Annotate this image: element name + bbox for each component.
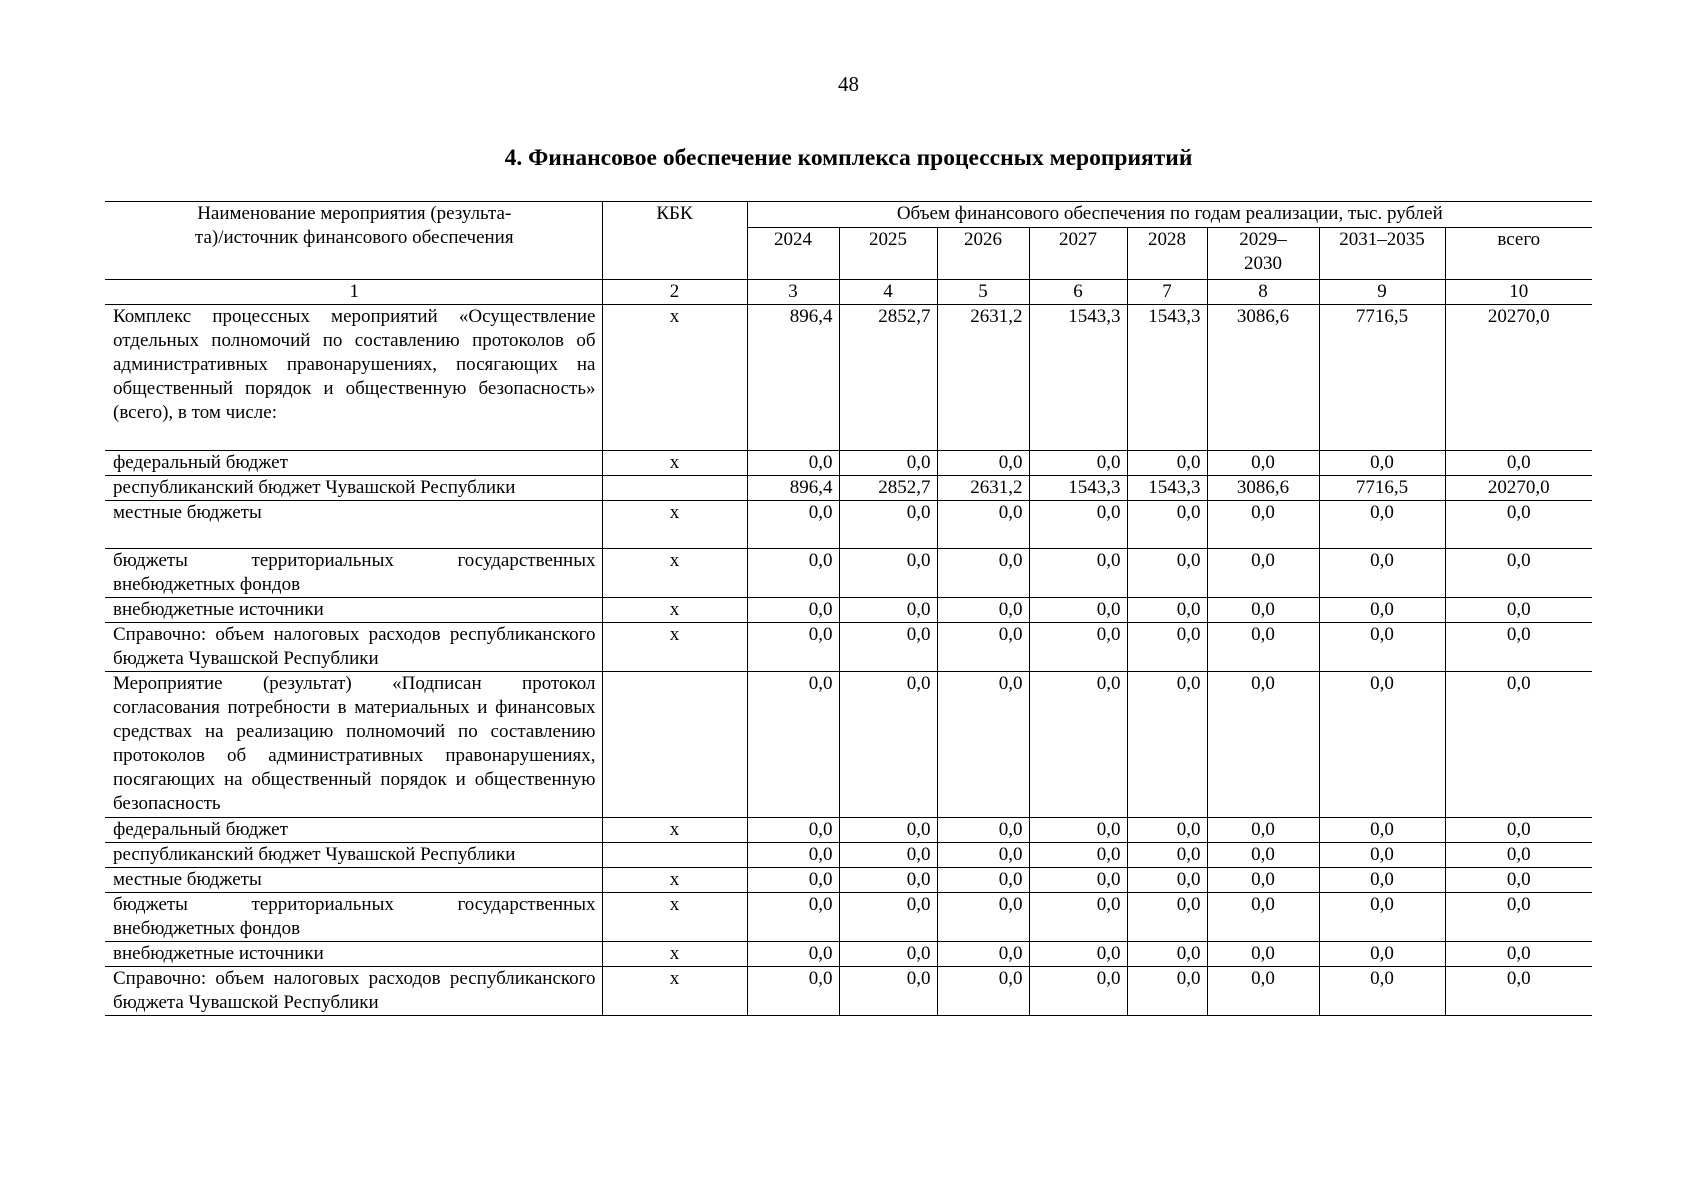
- row-value: 0,0: [1445, 942, 1592, 967]
- header-year: 2027: [1029, 228, 1127, 280]
- row-value: 0,0: [1319, 549, 1445, 598]
- row-value: 0,0: [839, 868, 937, 893]
- row-value: 0,0: [1319, 967, 1445, 1016]
- row-value: 896,4: [747, 476, 839, 501]
- row-value: 0,0: [1207, 843, 1319, 868]
- row-value: 0,0: [1445, 843, 1592, 868]
- row-name: федеральный бюджет: [105, 818, 602, 843]
- table-row: [105, 598, 1592, 623]
- row-value: 0,0: [1207, 967, 1319, 1016]
- row-value: 0,0: [937, 868, 1029, 893]
- table-row: [105, 818, 1592, 843]
- row-name: местные бюджеты: [105, 501, 602, 549]
- table-header: [105, 202, 1592, 305]
- row-value: 0,0: [1445, 598, 1592, 623]
- row-value: 7716,5: [1319, 476, 1445, 501]
- row-value: 0,0: [1029, 942, 1127, 967]
- header-year: 2024: [747, 228, 839, 280]
- row-value: 1543,3: [1127, 305, 1207, 451]
- header-name-line1: Наименование мероприятия (результа-: [197, 203, 512, 224]
- row-value: 0,0: [1127, 818, 1207, 843]
- row-kbk: х: [602, 967, 747, 1016]
- table-row: [105, 451, 1592, 476]
- row-value: 0,0: [1029, 451, 1127, 476]
- row-value: 0,0: [839, 623, 937, 672]
- row-value: 20270,0: [1445, 305, 1592, 451]
- table-row: [105, 868, 1592, 893]
- row-value: 0,0: [1127, 942, 1207, 967]
- row-name: Комплекс процессных мероприятий «Осуществление отдельных полномочий по составлению протоколов об административных правонарушениях, посягающих на общественный порядок и общественную безопасность» (всего), в том числе:: [105, 305, 602, 451]
- row-value: 0,0: [937, 893, 1029, 942]
- row-value: 0,0: [1207, 501, 1319, 549]
- row-value: 0,0: [839, 672, 937, 818]
- column-number: 9: [1319, 280, 1445, 305]
- table-row: [105, 893, 1592, 942]
- row-value: 0,0: [1029, 549, 1127, 598]
- row-value: 3086,6: [1207, 476, 1319, 501]
- header-name-column: [105, 202, 602, 280]
- row-value: 0,0: [1319, 843, 1445, 868]
- row-value: 0,0: [1029, 501, 1127, 549]
- row-value: 0,0: [937, 672, 1029, 818]
- row-value: 0,0: [1127, 549, 1207, 598]
- row-value: 0,0: [1127, 893, 1207, 942]
- row-value: 0,0: [747, 451, 839, 476]
- row-value: 896,4: [747, 305, 839, 451]
- column-number: 8: [1207, 280, 1319, 305]
- header-kbk: КБК: [602, 202, 747, 280]
- row-kbk: [602, 843, 747, 868]
- row-value: 0,0: [747, 893, 839, 942]
- row-value: 3086,6: [1207, 305, 1319, 451]
- row-value: 0,0: [1445, 868, 1592, 893]
- row-value: 0,0: [937, 501, 1029, 549]
- row-kbk: х: [602, 451, 747, 476]
- row-value: 0,0: [747, 549, 839, 598]
- row-value: 2852,7: [839, 305, 937, 451]
- row-value: 0,0: [1207, 451, 1319, 476]
- section-title: 4. Финансовое обеспечение комплекса процессных мероприятий: [504, 145, 1193, 171]
- row-value: 0,0: [1207, 818, 1319, 843]
- row-value: 0,0: [1445, 818, 1592, 843]
- column-number: 2: [602, 280, 747, 305]
- row-value: 0,0: [1319, 868, 1445, 893]
- row-name: бюджеты территориальных государственных внебюджетных фондов: [105, 549, 602, 598]
- row-value: 0,0: [839, 942, 937, 967]
- row-value: 0,0: [1127, 501, 1207, 549]
- row-value: 0,0: [1445, 672, 1592, 818]
- row-kbk: х: [602, 893, 747, 942]
- row-value: 0,0: [1207, 893, 1319, 942]
- table-row: [105, 623, 1592, 672]
- row-name: внебюджетные источники: [105, 942, 602, 967]
- row-value: 20270,0: [1445, 476, 1592, 501]
- row-value: 0,0: [839, 549, 937, 598]
- row-value: 0,0: [1207, 549, 1319, 598]
- row-value: 1543,3: [1127, 476, 1207, 501]
- header-name-line2: та)/источник финансового обеспечения: [194, 227, 514, 248]
- row-name: федеральный бюджет: [105, 451, 602, 476]
- financing-table: [105, 201, 1592, 1016]
- row-value: 0,0: [937, 843, 1029, 868]
- row-kbk: х: [602, 868, 747, 893]
- row-value: 0,0: [747, 501, 839, 549]
- table-row: [105, 967, 1592, 1016]
- row-kbk: х: [602, 598, 747, 623]
- table-body: [105, 305, 1592, 1016]
- row-value: 0,0: [1029, 598, 1127, 623]
- row-value: 0,0: [1029, 623, 1127, 672]
- row-value: 0,0: [1319, 623, 1445, 672]
- table-row: [105, 672, 1592, 818]
- row-value: 0,0: [1207, 672, 1319, 818]
- row-value: 0,0: [747, 967, 839, 1016]
- row-value: 0,0: [1445, 501, 1592, 549]
- row-value: 0,0: [1029, 868, 1127, 893]
- row-value: 1543,3: [1029, 476, 1127, 501]
- row-value: 0,0: [747, 843, 839, 868]
- row-name: республиканский бюджет Чувашской Республики: [105, 476, 602, 501]
- row-value: 0,0: [1319, 451, 1445, 476]
- row-value: 0,0: [1445, 623, 1592, 672]
- row-value: 0,0: [1127, 598, 1207, 623]
- row-value: 0,0: [1319, 818, 1445, 843]
- row-value: 0,0: [839, 598, 937, 623]
- row-kbk: х: [602, 501, 747, 549]
- header-year: 2026: [937, 228, 1029, 280]
- row-value: 0,0: [839, 967, 937, 1016]
- table-row: [105, 942, 1592, 967]
- row-kbk: [602, 476, 747, 501]
- row-value: 0,0: [747, 598, 839, 623]
- column-number: 1: [105, 280, 602, 305]
- row-value: 0,0: [1029, 818, 1127, 843]
- column-number: 3: [747, 280, 839, 305]
- row-value: 0,0: [1127, 623, 1207, 672]
- row-value: 0,0: [1127, 843, 1207, 868]
- table-row: [105, 305, 1592, 451]
- row-value: 0,0: [1127, 868, 1207, 893]
- header-year: 2025: [839, 228, 937, 280]
- row-value: 0,0: [1029, 967, 1127, 1016]
- header-year-range-end: 2030: [1244, 253, 1282, 274]
- row-kbk: х: [602, 305, 747, 451]
- row-value: 0,0: [937, 942, 1029, 967]
- row-value: 1543,3: [1029, 305, 1127, 451]
- row-value: 7716,5: [1319, 305, 1445, 451]
- row-value: 0,0: [1445, 893, 1592, 942]
- row-kbk: х: [602, 623, 747, 672]
- column-number: 10: [1445, 280, 1592, 305]
- row-name: Справочно: объем налоговых расходов республиканского бюджета Чувашской Республики: [105, 967, 602, 1016]
- row-value: 0,0: [1127, 451, 1207, 476]
- header-year-range-start: 2029–: [1239, 229, 1287, 250]
- row-value: 0,0: [839, 843, 937, 868]
- table-row: [105, 549, 1592, 598]
- column-number: 7: [1127, 280, 1207, 305]
- row-value: 0,0: [937, 967, 1029, 1016]
- table-row: [105, 843, 1592, 868]
- row-value: 0,0: [747, 942, 839, 967]
- row-value: 0,0: [1319, 942, 1445, 967]
- row-value: 0,0: [747, 672, 839, 818]
- row-value: 0,0: [1445, 549, 1592, 598]
- row-value: 0,0: [839, 451, 937, 476]
- row-name: республиканский бюджет Чувашской Республики: [105, 843, 602, 868]
- row-value: 0,0: [1207, 623, 1319, 672]
- row-value: 0,0: [1319, 598, 1445, 623]
- header-volume: Объем финансового обеспечения по годам реализации, тыс. рублей: [747, 202, 1592, 228]
- page-number: 48: [838, 72, 859, 96]
- row-value: 0,0: [1127, 672, 1207, 818]
- row-value: 0,0: [1029, 672, 1127, 818]
- row-value: 0,0: [1445, 451, 1592, 476]
- row-value: 0,0: [747, 818, 839, 843]
- row-value: 0,0: [839, 818, 937, 843]
- header-year: 2028: [1127, 228, 1207, 280]
- row-value: 0,0: [937, 451, 1029, 476]
- row-value: 0,0: [1319, 893, 1445, 942]
- row-value: 0,0: [1319, 672, 1445, 818]
- row-value: 0,0: [1445, 967, 1592, 1016]
- row-name: местные бюджеты: [105, 868, 602, 893]
- row-kbk: х: [602, 549, 747, 598]
- row-value: 0,0: [747, 623, 839, 672]
- row-value: 0,0: [1207, 942, 1319, 967]
- row-kbk: х: [602, 942, 747, 967]
- row-value: 0,0: [1207, 598, 1319, 623]
- row-value: 0,0: [937, 549, 1029, 598]
- header-year: 2031–2035: [1319, 228, 1445, 280]
- header-total: всего: [1445, 228, 1592, 280]
- row-name: Справочно: объем налоговых расходов республиканского бюджета Чувашской Республики: [105, 623, 602, 672]
- row-value: 2852,7: [839, 476, 937, 501]
- row-value: 2631,2: [937, 305, 1029, 451]
- row-value: 0,0: [1207, 868, 1319, 893]
- row-value: 0,0: [937, 598, 1029, 623]
- row-name: Мероприятие (результат) «Подписан протокол согласования потребности в материальных и финансовых средствах на реализацию полномочий по составлению протоколов об административных правонарушениях, посягающих на общественный порядок и общественную безопасность: [105, 672, 602, 818]
- row-value: 0,0: [937, 818, 1029, 843]
- column-numbers-row: [105, 280, 1592, 305]
- row-name: бюджеты территориальных государственных внебюджетных фондов: [105, 893, 602, 942]
- row-value: 0,0: [1029, 893, 1127, 942]
- row-kbk: [602, 672, 747, 818]
- row-value: 0,0: [839, 893, 937, 942]
- row-value: 2631,2: [937, 476, 1029, 501]
- row-kbk: х: [602, 818, 747, 843]
- column-number: 4: [839, 280, 937, 305]
- table-row: [105, 476, 1592, 501]
- row-value: 0,0: [1127, 967, 1207, 1016]
- row-value: 0,0: [937, 623, 1029, 672]
- header-year-range: [1207, 228, 1319, 280]
- row-value: 0,0: [839, 501, 937, 549]
- row-value: 0,0: [1029, 843, 1127, 868]
- row-value: 0,0: [747, 868, 839, 893]
- row-name: внебюджетные источники: [105, 598, 602, 623]
- column-number: 6: [1029, 280, 1127, 305]
- row-value: 0,0: [1319, 501, 1445, 549]
- column-number: 5: [937, 280, 1029, 305]
- table-row: [105, 501, 1592, 549]
